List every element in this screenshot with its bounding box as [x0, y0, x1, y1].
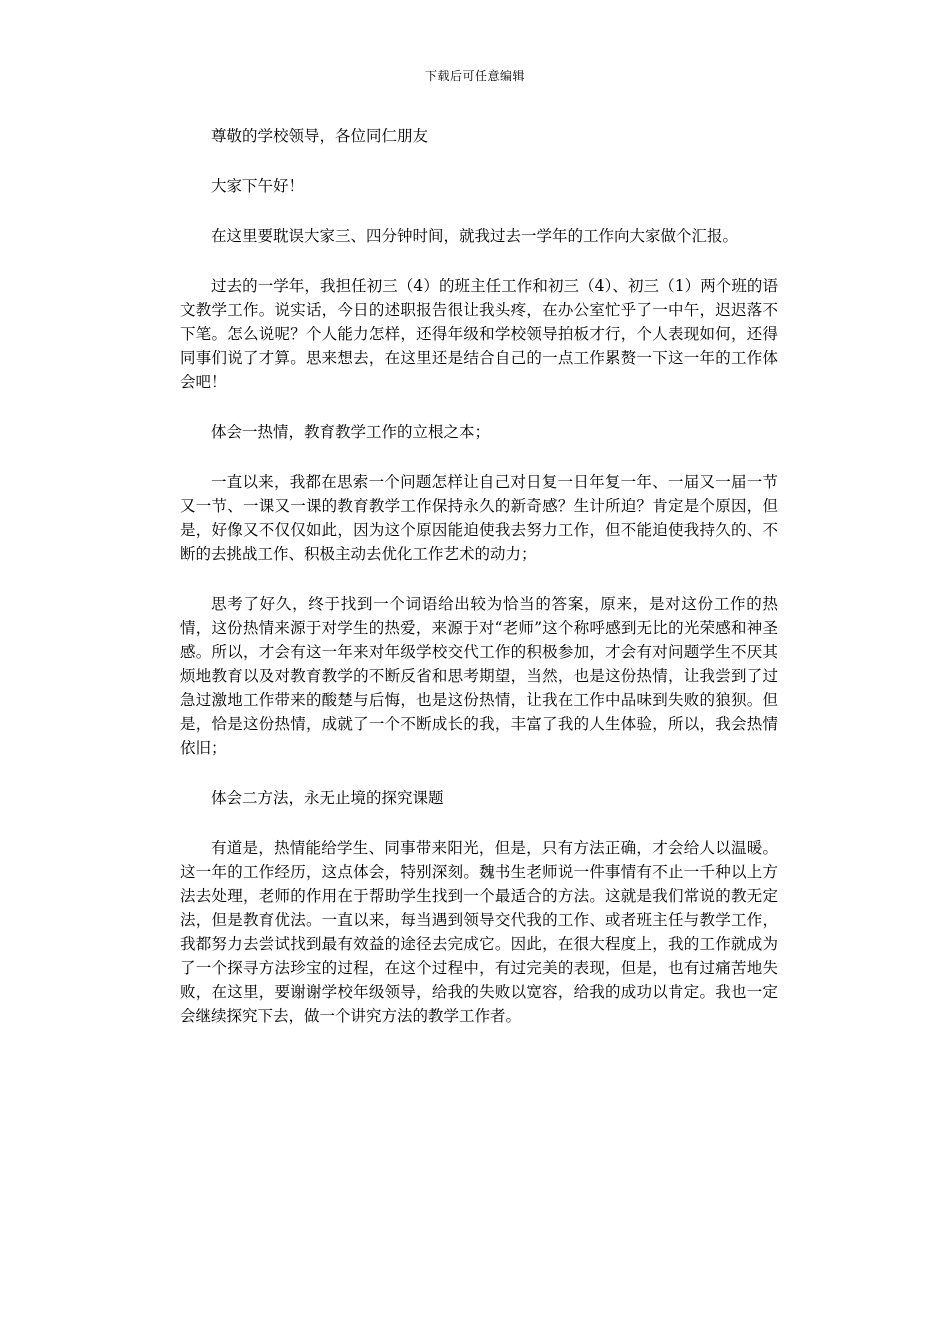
- section-heading-1: 体会一热情，教育教学工作的立根之本；: [211, 423, 491, 441]
- section-2-paragraph-1: 有道是，热情能给学生、同事带来阳光，但是，只有方法正确，才会给人以温暖。这一年的工作经历，这点体会，特别深刻。魏书生老师说一件事情有不止一千种以上方法去处理，老师的作用在于帮助学生找到一个最适合的方法。这就是我们常说的教无定法，但是教育优法。一直以来，每当遇到领导交代我的工作、或者班主任与教学工作，我都努力去尝试找到最有效益的途径去完成它。因此，在很大程度上，我的工作就成为了一个探寻方法珍宝的过程，在这个过程中，有过完美的表现，但是，也有过痛苦地失败，在这里，要谢谢学校年级领导，给我的失败以宽容，给我的成功以肯定。我也一定会继续探究下去，做一个讲究方法的教学工作者。: [180, 839, 778, 1025]
- page-header: 下载后可任意编辑: [424, 69, 525, 83]
- section-1-paragraph-1: 一直以来，我都在思索一个问题怎样让自己对日复一日年复一年、一届又一届一节又一节、一课又一课的教育教学工作保持永久的新奇感？生计所迫？肯定是个原因，但是，好像又不仅仅如此，因为这个原因能迫使我去努力工作，但不能迫使我持久的、不断的去挑战工作、积极主动去优化工作艺术的动力；: [180, 473, 778, 563]
- salutation: 尊敬的学校领导，各位同仁朋友: [211, 127, 429, 145]
- section-1-paragraph-2: 思考了好久，终于找到一个词语给出较为恰当的答案，原来，是对这份工作的热情，这份热情来源于对学生的热爱，来源于对“老师”这个称呼感到无比的光荣感和神圣感。所以，才会有这一年来对年级学校交代工作的积极参加，才会有对问题学生不厌其烦地教育以及对教育教学的不断反省和思考期望，当然，也是这份热情，让我尝到了过急过激地工作带来的酸楚与后悔，也是这份热情，让我在工作中品味到失败的狼狈。但是，恰是这份热情，成就了一个不断成长的我，丰富了我的人生体验，所以，我会热情依旧；: [180, 595, 778, 757]
- section-heading-2: 体会二方法，永无止境的探究课题: [211, 789, 444, 807]
- greeting: 大家下午好！: [211, 177, 305, 195]
- intro-paragraph: 在这里要耽误大家三、四分钟时间，就我过去一学年的工作向大家做个汇报。: [211, 227, 739, 245]
- overview-paragraph: 过去的一学年，我担任初三（4）的班主任工作和初三（4）、初三（1）两个班的语文教学工作。说实话，今日的述职报告很让我头疼，在办公室忙乎了一中午，迟迟落不下笔。怎么说呢？个人能力怎样，还得年级和学校领导拍板才行，个人表现如何，还得同事们说了才算。思来想去，在这里还是结合自己的一点工作累赘一下这一年的工作体会吧！: [180, 277, 778, 391]
- document-body: [180, 124, 778, 1054]
